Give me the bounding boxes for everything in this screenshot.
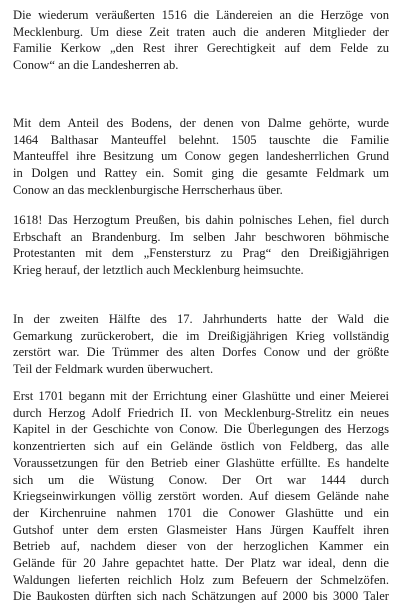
text-line: durch Herzog Adolf Friedrich II. von Mecklenburg-Strelitz ein neues xyxy=(13,405,389,420)
text-line: sich um die Wüstung Conow. Der Ort war 1444 durch xyxy=(13,472,389,487)
text-line: Teil der Feldmark wurden überwuchert. xyxy=(13,362,214,377)
text-line: Familie Kerkow „den Rest ihrer Gerechtigkeit auf dem Felde zu xyxy=(13,41,389,56)
text-line: Mecklenburg. Um diese Zeit traten auch die anderen Mitglieder der xyxy=(13,24,389,39)
text-line: Erst 1701 begann mit der Errichtung einer Glashütte und einer Meierei xyxy=(13,389,389,403)
text-line: Conow an das mecklenburgische Herrscherhaus über. xyxy=(13,182,283,197)
text-line: Mit dem Anteil des Bodens, der denen von Dalme gehörte, wurde xyxy=(13,116,389,130)
text-line: Gemarkung zurückerobert, die im Dreißigjährigen Krieg vollständig xyxy=(13,328,389,343)
text-line: Protestanten mit dem „Fenstersturz zu Prag“ den Dreißigjährigen xyxy=(13,246,389,261)
text-line: konzentrierten sich auf ein Gelände östlich von Feldberg, das alle xyxy=(13,439,389,454)
text-line: Manteuffel ihre Besitzung um Conow gegen landesherrlichen Grund xyxy=(13,149,389,164)
text-line: 1464 Balthasar Manteuffel belehnt. 1505 tauschte die Familie xyxy=(13,132,389,147)
text-line: Betrieb auf, nachdem dieser von der herzoglichen Kammer ein xyxy=(13,539,389,554)
paragraph-glassworks-1701 xyxy=(13,388,389,605)
text-line: Gutshof unter dem ersten Glasmeister Hans Jürgen Kauffelt ihren xyxy=(13,522,389,537)
paragraph-17th-century-forest xyxy=(13,311,389,378)
text-line: Krieg herauf, der letztlich auch Mecklenburg heimsuchte. xyxy=(13,263,304,278)
paragraph-manteuffel-1464 xyxy=(13,115,389,199)
paragraph-1618-war xyxy=(13,212,389,279)
text-line: 1618! Das Herzogtum Preußen, bis dahin polnisches Lehen, fiel durch xyxy=(13,213,389,227)
text-line: in Dolgen und Rattey ein. Somit ging die gesamte Feldmark um xyxy=(13,166,389,181)
text-line: Erbschaft an Brandenburg. Im selben Jahr beschworen böhmische xyxy=(13,229,389,244)
text-line: Waldungen lieferten reichlich Holz zum Befeuern der Schmelzöfen. xyxy=(13,572,389,587)
text-line: Kriegseinwirkungen völlig zerstört worden. Auf diesem Gelände nahe xyxy=(13,489,389,504)
text-line: Die wiederum veräußerten 1516 die Ländereien an die Herzöge von xyxy=(13,8,389,22)
text-line: zerstört war. Die Trümmer des alten Dorfes Conow und der größte xyxy=(13,345,389,360)
paragraph-land-sale-1516 xyxy=(13,7,389,74)
text-line: Voraussetzungen für den Betrieb einer Glashütte erfüllte. Es handelte xyxy=(13,455,389,470)
text-line: der Kirchenruine nahmen 1701 die Conower Glashütte und ein xyxy=(13,505,389,520)
text-line: In der zweiten Hälfte des 17. Jahrhunderts hatte der Wald die xyxy=(13,312,389,326)
text-line: Die Baukosten dürften sich nach Schätzungen auf 2000 bis 3000 Taler xyxy=(13,589,389,604)
text-line: Kapitel in der Geschichte von Conow. Die Überlegungen des Herzogs xyxy=(13,422,389,437)
text-line: Gelände für 20 Jahre gepachtet hatte. Der Platz war ideal, denn die xyxy=(13,556,389,571)
text-line: Conow“ an die Landesherren ab. xyxy=(13,58,179,73)
